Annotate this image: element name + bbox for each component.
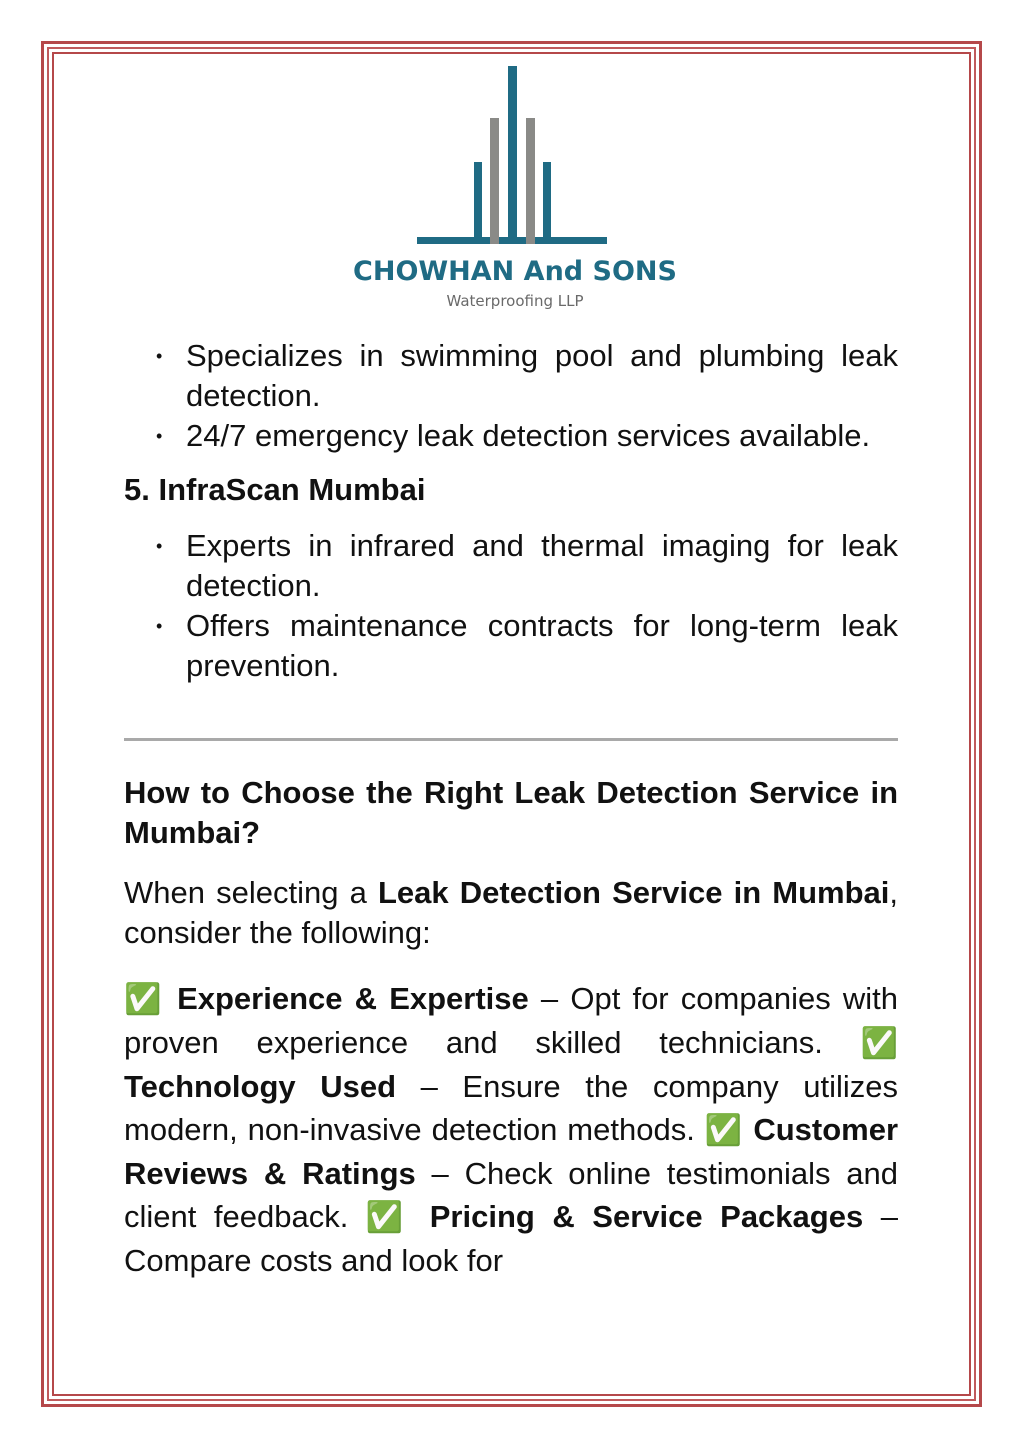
horizontal-divider: [124, 738, 898, 741]
criterion-text: – Ensure the company utilizes modern, non-invasive detection methods.: [124, 1069, 898, 1147]
criterion-text: – Compare costs and look for: [124, 1199, 898, 1278]
document-body: [124, 336, 898, 1282]
bullet-icon: •: [156, 536, 163, 556]
section4-bullet-list: [124, 336, 898, 456]
list-item: • Experts in infrared and thermal imaging for leak detection.: [156, 528, 898, 603]
company-subtitle: Waterproofing LLP: [446, 292, 584, 310]
bullet-icon: •: [156, 426, 163, 446]
criterion-title: Experience & Expertise: [177, 981, 529, 1016]
intro-paragraph: When selecting a Leak Detection Service in Mumbai, consider the following:: [124, 875, 898, 950]
list-item: • 24/7 emergency leak detection services available.: [124, 416, 898, 456]
check-mark-icon: ✅: [704, 1114, 744, 1147]
choose-heading: How to Choose the Right Leak Detection Service in Mumbai?: [124, 775, 898, 850]
section5-bullet-list: [124, 526, 898, 686]
section5-heading: 5. InfraScan Mumbai: [124, 472, 426, 507]
company-name: CHOWHAN And SONS: [353, 256, 677, 287]
criterion-title: Technology Used: [124, 1069, 397, 1104]
list-item: • Offers maintenance contracts for long-term leak prevention.: [156, 608, 898, 683]
checklist-paragraph: [124, 977, 898, 1282]
criterion-title: Pricing & Service Packages: [429, 1199, 864, 1234]
list-item: • Specializes in swimming pool and plumbing leak detection.: [156, 338, 898, 413]
check-mark-icon: ✅: [365, 1201, 413, 1234]
criterion-text: – Opt for companies with proven experience and skilled technicians.: [124, 981, 898, 1060]
logo-bars-icon: [350, 62, 680, 252]
check-mark-icon: ✅: [860, 1027, 898, 1060]
intro-emphasis: Leak Detection Service in Mumbai: [377, 875, 890, 910]
company-logo: [350, 62, 680, 317]
criterion-title: Customer Reviews & Ratings: [124, 1112, 899, 1191]
criterion-text: – Check online testimonials and client feedback.: [124, 1156, 898, 1234]
bullet-icon: •: [156, 346, 163, 366]
check-mark-icon: ✅: [124, 983, 165, 1016]
bullet-icon: •: [156, 616, 163, 636]
